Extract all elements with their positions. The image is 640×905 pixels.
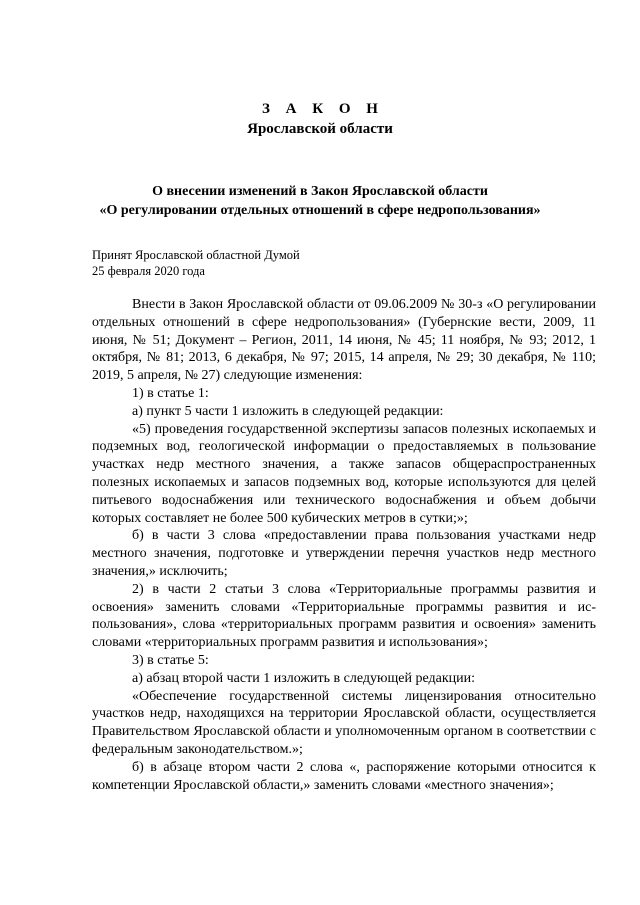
- paragraph-item-3a: а) абзац второй части 1 изложить в следующей редакции:: [132, 670, 475, 686]
- law-heading: [0, 99, 640, 139]
- paragraph-item-2: 2) в части 2 статьи 3 слова «Территориальные программы развития и освоения» заменить словами «Территориальные программы развития и использования», слова «территориальных программ развития и освоения» заменить словами «территориальных программ развития и использования»;: [92, 581, 596, 651]
- paragraph-quote-5: «5) проведения государственной экспертизы запасов полезных ископаемых и подземных вод, геологической информации о предоставляемых в пользование участках недр местного значения, а также запасов общераспространенных полезных ископаемых и запасов подземных вод, которые используются для целей питьевого водоснабжения или технического водоснабжения и объем добычи которых составляет не более 500 кубических метров в сутки;»;: [92, 421, 596, 526]
- law-body: [92, 296, 596, 794]
- paragraph-item-1: 1) в статье 1:: [132, 385, 209, 401]
- adoption-body: Принят Ярославской областной Думой: [92, 248, 300, 262]
- adoption-date: 25 февраля 2020 года: [92, 264, 205, 278]
- subtitle-line-1: О внесении изменений в Закон Ярославской области: [152, 184, 488, 199]
- paragraph-item-1b: б) в части 3 слова «предоставлении права пользования участками недр местного значения, подготовке и утверждении перечня участков недр местного значения,» исключить;: [92, 528, 596, 579]
- paragraph-intro: Внести в Закон Ярославской области от 09.06.2009 № 30-з «О регулировании отдельных отношений в сфере недропользования» (Губернские вести, 2009, 11 июня, № 51; Документ – Регион, 2011, 14 июня, № 45; 11 ноября, № 93; 2012, 1 октября, № 81; 2013, 6 декабря, № 97; 2015, 14 апреля, № 29; 30 декабря, № 110; 2019, 5 апреля, № 27) следующие изменения:: [92, 297, 596, 384]
- law-title: З А К О Н: [262, 101, 384, 117]
- subtitle-line-2: «О регулировании отдельных отношений в сфере недропользования»: [99, 203, 541, 218]
- adoption-note: [92, 247, 300, 279]
- law-subtitle: [0, 182, 640, 220]
- paragraph-quote-licensing: «Обеспечение государственной системы лицензирования относительно участков недр, находящихся на территории Ярославской области, осуществляется Правительством Ярославской области и уполномоченным органом в соответствии с федеральным законодательством.»;: [92, 688, 596, 757]
- paragraph-item-3: 3) в статье 5:: [132, 652, 209, 668]
- paragraph-item-3b: б) в абзаце втором части 2 слова «, распоряжение которыми относится к компетенции Ярославской области,» заменить словами «местного значения»;: [92, 759, 596, 793]
- law-region: Ярославской области: [247, 121, 393, 137]
- paragraph-item-1a: а) пункт 5 части 1 изложить в следующей редакции:: [132, 403, 444, 419]
